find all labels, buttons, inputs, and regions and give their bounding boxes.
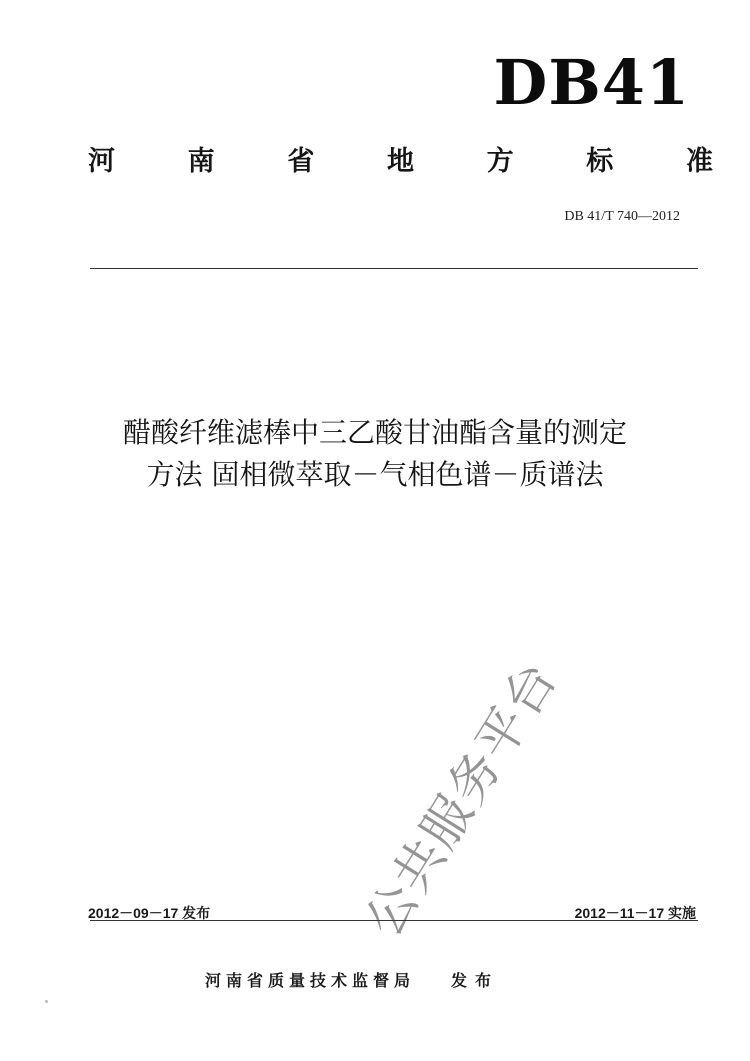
standard-type-char: 河	[88, 146, 115, 177]
effective-date: 2012－11－17 实施	[574, 905, 696, 921]
standard-number: DB 41/T 740—2012	[564, 209, 680, 224]
standard-type-heading	[88, 148, 713, 175]
standard-type-char: 方	[486, 146, 514, 177]
issuer-line	[205, 968, 565, 991]
top-divider	[90, 268, 698, 269]
document-title	[40, 412, 710, 496]
issuer-action: 发布	[451, 971, 500, 990]
standard-type-char: 省	[287, 146, 315, 177]
date-row	[88, 903, 696, 921]
standard-type-char: 准	[685, 146, 713, 177]
standard-type-char: 标	[586, 146, 614, 177]
document-title-line-2: 方法 固相微萃取－气相色谱－质谱法	[146, 458, 604, 491]
issuer-name: 河南省质量技术监督局	[205, 971, 416, 990]
scan-speck	[45, 1000, 48, 1003]
bottom-divider	[90, 920, 698, 921]
document-title-line-1: 醋酸纤维滤棒中三乙酸甘油酯含量的测定	[122, 416, 627, 449]
watermark-text: 公共服务平台	[354, 651, 569, 947]
standard-type-char: 地	[386, 146, 414, 177]
publish-date: 2012－09－17 发布	[88, 905, 211, 921]
standard-code-mark: DB41	[493, 46, 690, 119]
standard-type-char: 南	[187, 146, 215, 177]
